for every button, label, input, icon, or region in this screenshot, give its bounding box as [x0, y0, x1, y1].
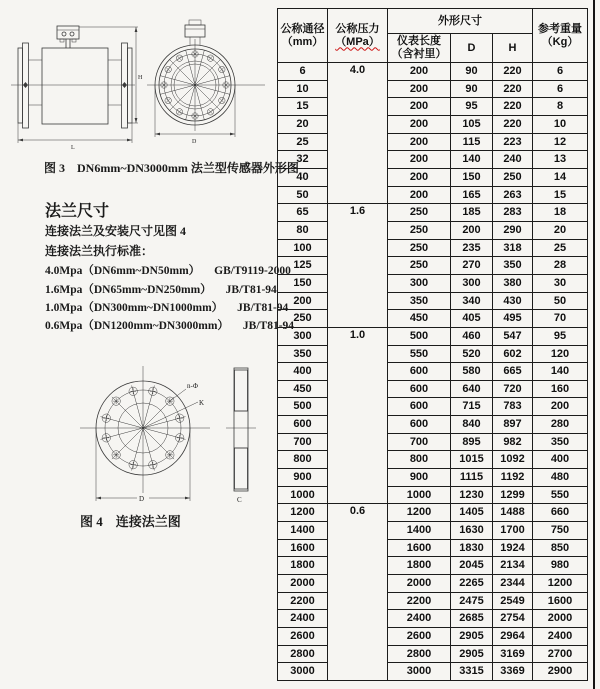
cell-meter-length: 200 — [388, 186, 451, 204]
cell-h: 290 — [493, 221, 533, 239]
table-row — [278, 539, 588, 557]
dim-label-h: H — [138, 75, 143, 81]
table-row — [278, 168, 588, 186]
table-row — [278, 610, 588, 628]
header-nominal-diameter — [278, 9, 328, 63]
standard-spec: 1.0Mpa（DN300mm~DN1000mm） — [45, 302, 224, 314]
table-row — [278, 327, 588, 345]
table-row — [278, 133, 588, 151]
cell-h: 283 — [493, 204, 533, 222]
flange-table-body — [278, 63, 588, 681]
header-nominal-pressure — [328, 9, 388, 63]
cell-d: 185 — [451, 204, 493, 222]
table-row — [278, 186, 588, 204]
cell-weight: 160 — [533, 380, 588, 398]
cell-meter-length: 1800 — [388, 557, 451, 575]
cell-d: 1115 — [451, 469, 493, 487]
header-meter-length-label: 仪表长度 — [397, 35, 441, 48]
standard-code: JB/T81-94 — [242, 320, 295, 332]
cell-h: 1192 — [493, 469, 533, 487]
cell-d: 95 — [451, 98, 493, 116]
cell-weight: 2000 — [533, 610, 588, 628]
cell-d: 1230 — [451, 486, 493, 504]
header-reference-weight — [533, 9, 588, 63]
table-row — [278, 398, 588, 416]
cell-nominal-diameter: 32 — [278, 151, 328, 169]
cell-d: 2045 — [451, 557, 493, 575]
dim-label-n-phi: n-Φ — [187, 382, 198, 390]
cell-h: 2134 — [493, 557, 533, 575]
cell-meter-length: 250 — [388, 221, 451, 239]
figure3-sensor-front-view-drawing — [145, 15, 275, 155]
cell-meter-length: 600 — [388, 380, 451, 398]
cell-nominal-diameter: 1400 — [278, 522, 328, 540]
cell-weight: 280 — [533, 416, 588, 434]
cell-nominal-diameter: 150 — [278, 274, 328, 292]
cell-weight: 140 — [533, 363, 588, 381]
table-row — [278, 592, 588, 610]
table-row — [278, 204, 588, 222]
cell-d: 105 — [451, 115, 493, 133]
standard-item — [45, 262, 291, 278]
header-nominal-diameter-label: 公称通径 — [280, 22, 325, 35]
cell-d: 640 — [451, 380, 493, 398]
cell-h: 220 — [493, 63, 533, 81]
standard-item — [45, 299, 288, 315]
standard-code: GB/T9119-2000 — [214, 265, 291, 277]
table-header — [278, 9, 588, 63]
cell-weight: 12 — [533, 133, 588, 151]
cell-nominal-diameter: 400 — [278, 363, 328, 381]
cell-weight: 200 — [533, 398, 588, 416]
cell-nominal-diameter: 2400 — [278, 610, 328, 628]
page-edge-rule — [593, 0, 595, 689]
cell-h: 897 — [493, 416, 533, 434]
cell-d: 715 — [451, 398, 493, 416]
cell-h: 720 — [493, 380, 533, 398]
cell-d: 200 — [451, 221, 493, 239]
cell-weight: 28 — [533, 257, 588, 275]
cell-d: 840 — [451, 416, 493, 434]
cell-meter-length: 250 — [388, 239, 451, 257]
cell-meter-length: 600 — [388, 363, 451, 381]
standard-code: JB/T81-94 — [237, 302, 289, 314]
cell-weight: 2900 — [533, 663, 588, 681]
cell-h: 547 — [493, 327, 533, 345]
table-row — [278, 557, 588, 575]
flange-dimension-table — [277, 8, 588, 681]
cell-d: 405 — [451, 310, 493, 328]
cell-nominal-diameter: 300 — [278, 327, 328, 345]
cell-d: 2475 — [451, 592, 493, 610]
cell-d: 150 — [451, 168, 493, 186]
header-reference-weight-label: 参考重量 — [538, 22, 582, 35]
cell-nominal-diameter: 3000 — [278, 663, 328, 681]
dim-label-c: C — [237, 496, 242, 504]
cell-d: 2905 — [451, 628, 493, 646]
header-nominal-pressure-label: 公称压力 — [335, 22, 380, 35]
cell-h: 430 — [493, 292, 533, 310]
table-row — [278, 345, 588, 363]
cell-weight: 18 — [533, 204, 588, 222]
cell-weight: 1600 — [533, 592, 588, 610]
table-row — [278, 151, 588, 169]
table-row — [278, 575, 588, 593]
cell-d: 520 — [451, 345, 493, 363]
cell-d: 1405 — [451, 504, 493, 522]
table-row — [278, 98, 588, 116]
cell-weight: 2700 — [533, 645, 588, 663]
cell-d: 90 — [451, 63, 493, 81]
cell-d: 115 — [451, 133, 493, 151]
cell-nominal-diameter: 800 — [278, 451, 328, 469]
cell-nominal-pressure: 1.0 — [328, 327, 388, 504]
cell-weight: 20 — [533, 221, 588, 239]
standard-spec: 1.6Mpa（DN65mm~DN250mm） — [45, 284, 212, 296]
table-row — [278, 221, 588, 239]
cell-nominal-diameter: 250 — [278, 310, 328, 328]
cell-h: 350 — [493, 257, 533, 275]
table-row — [278, 522, 588, 540]
cell-d: 460 — [451, 327, 493, 345]
cell-weight: 8 — [533, 98, 588, 116]
table-row — [278, 628, 588, 646]
cell-meter-length: 450 — [388, 310, 451, 328]
figure3-caption: 图 3 DN6mm~DN3000mm 法兰型传感器外形图 — [44, 161, 299, 175]
cell-h: 1488 — [493, 504, 533, 522]
cell-d: 3315 — [451, 663, 493, 681]
dim-label-l: L — [71, 145, 75, 151]
cell-meter-length: 200 — [388, 80, 451, 98]
cell-nominal-diameter: 65 — [278, 204, 328, 222]
cell-d: 580 — [451, 363, 493, 381]
cell-weight: 2400 — [533, 628, 588, 646]
standard-code: JB/T81-94 — [225, 284, 277, 296]
flange-install-line: 连接法兰及安装尺寸见图 4 — [45, 224, 187, 238]
cell-d: 1630 — [451, 522, 493, 540]
cell-weight: 750 — [533, 522, 588, 540]
cell-h: 1924 — [493, 539, 533, 557]
header-meter-length — [388, 34, 451, 63]
cell-nominal-diameter: 900 — [278, 469, 328, 487]
cell-nominal-diameter: 1200 — [278, 504, 328, 522]
cell-meter-length: 200 — [388, 98, 451, 116]
cell-h: 220 — [493, 80, 533, 98]
cell-meter-length: 250 — [388, 257, 451, 275]
cell-nominal-diameter: 2800 — [278, 645, 328, 663]
cell-h: 380 — [493, 274, 533, 292]
table-row — [278, 363, 588, 381]
cell-d: 235 — [451, 239, 493, 257]
cell-meter-length: 200 — [388, 151, 451, 169]
figure4-flange-drawing — [60, 358, 270, 513]
cell-weight: 15 — [533, 186, 588, 204]
table-row — [278, 486, 588, 504]
header-outline-dimensions: 外形尺寸 — [388, 9, 533, 34]
cell-h: 3369 — [493, 663, 533, 681]
cell-h: 1092 — [493, 451, 533, 469]
cell-meter-length: 2400 — [388, 610, 451, 628]
cell-nominal-diameter: 100 — [278, 239, 328, 257]
standard-item — [45, 281, 277, 297]
cell-meter-length: 900 — [388, 469, 451, 487]
cell-nominal-diameter: 80 — [278, 221, 328, 239]
cell-h: 982 — [493, 433, 533, 451]
section-heading-flange-size: 法兰尺寸 — [45, 203, 110, 220]
cell-meter-length: 800 — [388, 451, 451, 469]
cell-meter-length: 200 — [388, 115, 451, 133]
table-row — [278, 380, 588, 398]
cell-nominal-diameter: 500 — [278, 398, 328, 416]
table-row — [278, 239, 588, 257]
cell-h: 1700 — [493, 522, 533, 540]
cell-weight: 6 — [533, 80, 588, 98]
cell-h: 263 — [493, 186, 533, 204]
cell-h: 495 — [493, 310, 533, 328]
header-reference-weight-unit: （Kg） — [541, 35, 579, 48]
cell-nominal-diameter: 25 — [278, 133, 328, 151]
dim-label-d: D — [192, 139, 197, 145]
cell-nominal-diameter: 200 — [278, 292, 328, 310]
cell-meter-length: 1600 — [388, 539, 451, 557]
cell-nominal-diameter: 50 — [278, 186, 328, 204]
cell-nominal-diameter: 40 — [278, 168, 328, 186]
cell-d: 340 — [451, 292, 493, 310]
cell-h: 602 — [493, 345, 533, 363]
cell-weight: 400 — [533, 451, 588, 469]
cell-meter-length: 2600 — [388, 628, 451, 646]
cell-d: 140 — [451, 151, 493, 169]
figure3-sensor-side-view-drawing — [5, 15, 145, 155]
cell-meter-length: 200 — [388, 168, 451, 186]
table-row — [278, 469, 588, 487]
cell-h: 250 — [493, 168, 533, 186]
cell-nominal-diameter: 350 — [278, 345, 328, 363]
cell-d: 1830 — [451, 539, 493, 557]
cell-weight: 850 — [533, 539, 588, 557]
cell-h: 2964 — [493, 628, 533, 646]
cell-meter-length: 700 — [388, 433, 451, 451]
standard-spec: 4.0Mpa（DN6mm~DN50mm） — [45, 265, 201, 277]
cell-weight: 550 — [533, 486, 588, 504]
cell-meter-length: 1200 — [388, 504, 451, 522]
cell-nominal-diameter: 15 — [278, 98, 328, 116]
table-row — [278, 451, 588, 469]
cell-meter-length: 200 — [388, 133, 451, 151]
cell-meter-length: 3000 — [388, 663, 451, 681]
cell-meter-length: 600 — [388, 416, 451, 434]
cell-h: 2344 — [493, 575, 533, 593]
table-row — [278, 257, 588, 275]
cell-nominal-diameter: 6 — [278, 63, 328, 81]
cell-nominal-diameter: 450 — [278, 380, 328, 398]
cell-meter-length: 500 — [388, 327, 451, 345]
cell-meter-length: 550 — [388, 345, 451, 363]
table-row — [278, 80, 588, 98]
standard-spec: 0.6Mpa（DN1200mm~DN3000mm） — [45, 320, 229, 332]
cell-meter-length: 1000 — [388, 486, 451, 504]
cell-weight: 1200 — [533, 575, 588, 593]
cell-nominal-diameter: 2200 — [278, 592, 328, 610]
cell-meter-length: 2200 — [388, 592, 451, 610]
dim-label-d: D — [139, 495, 145, 503]
cell-h: 240 — [493, 151, 533, 169]
cell-meter-length: 2000 — [388, 575, 451, 593]
table-row — [278, 292, 588, 310]
cell-weight: 14 — [533, 168, 588, 186]
cell-d: 300 — [451, 274, 493, 292]
cell-d: 2905 — [451, 645, 493, 663]
cell-meter-length: 2800 — [388, 645, 451, 663]
cell-h: 1299 — [493, 486, 533, 504]
cell-nominal-pressure: 4.0 — [328, 63, 388, 204]
cell-d: 895 — [451, 433, 493, 451]
cell-weight: 95 — [533, 327, 588, 345]
cell-weight: 30 — [533, 274, 588, 292]
cell-weight: 13 — [533, 151, 588, 169]
cell-h: 220 — [493, 115, 533, 133]
cell-d: 270 — [451, 257, 493, 275]
cell-d: 2685 — [451, 610, 493, 628]
table-row — [278, 663, 588, 681]
cell-nominal-diameter: 600 — [278, 416, 328, 434]
cell-h: 783 — [493, 398, 533, 416]
cell-nominal-pressure: 1.6 — [328, 204, 388, 328]
cell-weight: 480 — [533, 469, 588, 487]
cell-h: 665 — [493, 363, 533, 381]
cell-h: 2754 — [493, 610, 533, 628]
dim-label-k: K — [199, 399, 205, 407]
table-row — [278, 274, 588, 292]
cell-meter-length: 250 — [388, 204, 451, 222]
cell-meter-length: 1400 — [388, 522, 451, 540]
table-row — [278, 115, 588, 133]
cell-meter-length: 300 — [388, 274, 451, 292]
cell-d: 90 — [451, 80, 493, 98]
cell-weight: 120 — [533, 345, 588, 363]
standard-item — [45, 317, 294, 333]
cell-nominal-pressure: 0.6 — [328, 504, 388, 681]
cell-weight: 350 — [533, 433, 588, 451]
cell-weight: 660 — [533, 504, 588, 522]
header-nominal-pressure-unit: （MPa） — [335, 35, 380, 48]
cell-weight: 25 — [533, 239, 588, 257]
flange-standard-line: 连接法兰执行标准： — [45, 244, 154, 258]
cell-meter-length: 200 — [388, 63, 451, 81]
cell-h: 3169 — [493, 645, 533, 663]
cell-weight: 10 — [533, 115, 588, 133]
cell-h: 318 — [493, 239, 533, 257]
cell-nominal-diameter: 125 — [278, 257, 328, 275]
cell-nominal-diameter: 2600 — [278, 628, 328, 646]
cell-d: 165 — [451, 186, 493, 204]
table-row — [278, 310, 588, 328]
cell-nominal-diameter: 1800 — [278, 557, 328, 575]
table-row — [278, 645, 588, 663]
header-h: H — [493, 34, 533, 63]
cell-nominal-diameter: 700 — [278, 433, 328, 451]
table-row — [278, 504, 588, 522]
figure4-caption: 图 4 连接法兰图 — [80, 514, 181, 529]
cell-d: 2265 — [451, 575, 493, 593]
header-nominal-diameter-unit: （mm） — [281, 35, 324, 48]
cell-meter-length: 600 — [388, 398, 451, 416]
cell-nominal-diameter: 2000 — [278, 575, 328, 593]
table-row — [278, 416, 588, 434]
header-meter-length-note: （含衬里） — [391, 48, 447, 60]
cell-weight: 6 — [533, 63, 588, 81]
cell-nominal-diameter: 1600 — [278, 539, 328, 557]
cell-d: 1015 — [451, 451, 493, 469]
cell-meter-length: 350 — [388, 292, 451, 310]
table-row — [278, 433, 588, 451]
cell-weight: 50 — [533, 292, 588, 310]
header-d: D — [451, 34, 493, 63]
cell-nominal-diameter: 10 — [278, 80, 328, 98]
cell-h: 223 — [493, 133, 533, 151]
cell-h: 2549 — [493, 592, 533, 610]
cell-weight: 70 — [533, 310, 588, 328]
table-row — [278, 63, 588, 81]
cell-weight: 980 — [533, 557, 588, 575]
cell-nominal-diameter: 1000 — [278, 486, 328, 504]
cell-h: 220 — [493, 98, 533, 116]
cell-nominal-diameter: 20 — [278, 115, 328, 133]
